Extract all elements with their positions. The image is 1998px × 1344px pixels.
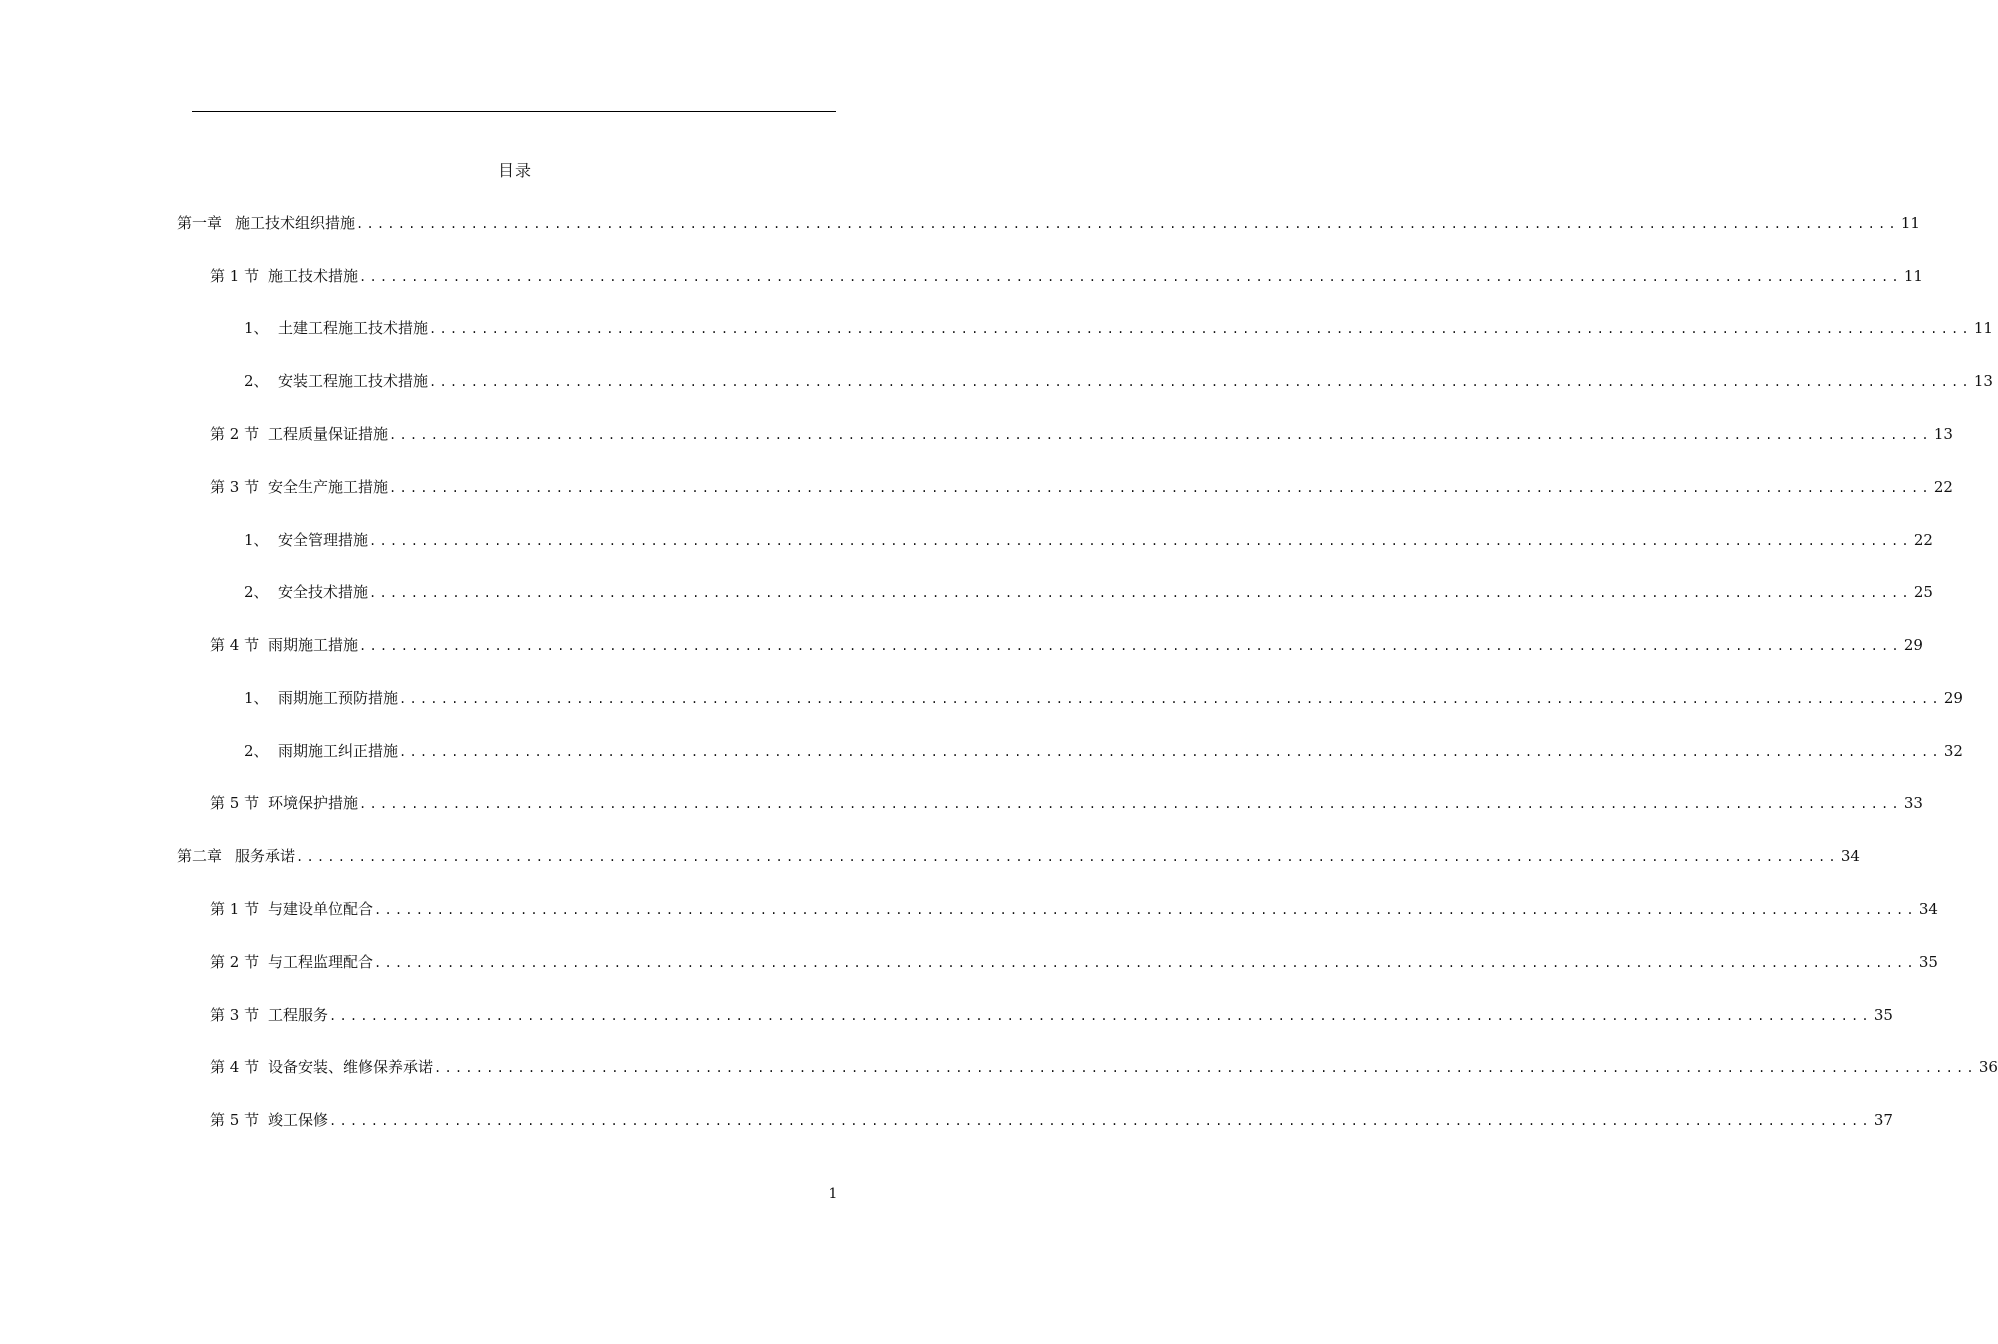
toc-entry-section[interactable] xyxy=(210,475,1953,499)
toc-dot-leader: .................................................................................................................................................... xyxy=(389,428,1932,442)
toc-entry-page: 29 xyxy=(1903,636,1923,654)
toc-entry-page: 33 xyxy=(1903,794,1923,812)
toc-dot-leader: .................................................................................................................................................... xyxy=(399,692,1942,706)
toc-entry-title: 环境保护措施 xyxy=(268,794,359,812)
toc-entry-page: 37 xyxy=(1873,1111,1893,1129)
toc-entry-title: 设备安装、维修保养承诺 xyxy=(268,1058,434,1076)
toc-entry-page: 13 xyxy=(1933,425,1953,443)
toc-entry-title: 安全技术措施 xyxy=(278,583,369,601)
toc-entry-page: 32 xyxy=(1943,742,1963,760)
toc-entry-number: 1、 xyxy=(244,689,269,707)
toc-dot-leader: .................................................................................................................................................... xyxy=(359,639,1902,653)
toc-entry-title: 雨期施工措施 xyxy=(268,636,359,654)
toc-entry-title: 施工技术组织措施 xyxy=(235,214,356,232)
toc-dot-leader: .................................................................................................................................................... xyxy=(296,850,1839,864)
toc-entry-section[interactable] xyxy=(210,1003,1893,1027)
toc-entry-number: 2、 xyxy=(244,742,269,760)
toc-entry-section[interactable] xyxy=(210,950,1938,974)
toc-entry-title: 施工技术措施 xyxy=(268,267,359,285)
toc-entry-number: 第 5 节 xyxy=(210,794,260,812)
toc-entry-number: 第一章 xyxy=(177,214,223,232)
page-number: 1 xyxy=(828,1186,838,1202)
toc-entry-number: 1、 xyxy=(244,531,269,549)
toc-entry-title: 雨期施工纠正措施 xyxy=(278,742,399,760)
toc-entry-number: 第二章 xyxy=(177,847,223,865)
toc-dot-leader: .................................................................................................................................................... xyxy=(399,745,1942,759)
toc-entry-section[interactable] xyxy=(210,1055,1998,1079)
toc-entry-number: 第 1 节 xyxy=(210,267,260,285)
toc-entry-title: 安全管理措施 xyxy=(278,531,369,549)
toc-entry-title: 服务承诺 xyxy=(235,847,296,865)
toc-dot-leader: .................................................................................................................................................... xyxy=(369,586,1912,600)
toc-title: 目录 xyxy=(497,161,532,180)
toc-entry-section[interactable] xyxy=(210,897,1938,921)
toc-entry-subsection[interactable] xyxy=(244,580,1933,604)
toc-entry-page: 13 xyxy=(1973,372,1993,390)
toc-entry-title: 工程质量保证措施 xyxy=(268,425,389,443)
toc-entry-number: 2、 xyxy=(244,583,269,601)
toc-dot-leader: .................................................................................................................................................... xyxy=(329,1009,1872,1023)
toc-dot-leader: .................................................................................................................................................... xyxy=(329,1114,1872,1128)
toc-entry-page: 35 xyxy=(1873,1006,1893,1024)
toc-entry-page: 34 xyxy=(1918,900,1938,918)
toc-entry-subsection[interactable] xyxy=(244,528,1933,552)
toc-entry-section[interactable] xyxy=(210,264,1923,288)
toc-entry-number: 第 5 节 xyxy=(210,1111,260,1129)
toc-entry-page: 35 xyxy=(1918,953,1938,971)
toc-dot-leader: .................................................................................................................................................... xyxy=(434,1061,1977,1075)
toc-entry-number: 第 1 节 xyxy=(210,900,260,918)
toc-entry-subsection[interactable] xyxy=(244,316,1993,340)
toc-entry-subsection[interactable] xyxy=(244,739,1963,763)
toc-dot-leader: .................................................................................................................................................... xyxy=(374,903,1917,917)
toc-dot-leader: .................................................................................................................................................... xyxy=(429,375,1972,389)
toc-entry-chapter[interactable] xyxy=(177,844,1860,868)
toc-entry-chapter[interactable] xyxy=(177,211,1920,235)
toc-dot-leader: .................................................................................................................................................... xyxy=(389,481,1932,495)
toc-entry-page: 22 xyxy=(1913,531,1933,549)
toc-dot-leader: .................................................................................................................................................... xyxy=(359,797,1902,811)
toc-entry-number: 第 4 节 xyxy=(210,636,260,654)
toc-entry-page: 22 xyxy=(1933,478,1953,496)
toc-entry-number: 第 3 节 xyxy=(210,1006,260,1024)
toc-entry-section[interactable] xyxy=(210,1108,1893,1132)
toc-entry-title: 安全生产施工措施 xyxy=(268,478,389,496)
toc-entry-number: 1、 xyxy=(244,319,269,337)
toc-dot-leader: .................................................................................................................................................... xyxy=(374,956,1917,970)
toc-entry-number: 第 3 节 xyxy=(210,478,260,496)
toc-entry-title: 土建工程施工技术措施 xyxy=(278,319,429,337)
toc-entry-page: 29 xyxy=(1943,689,1963,707)
toc-entry-page: 11 xyxy=(1900,214,1920,232)
toc-entry-title: 工程服务 xyxy=(268,1006,329,1024)
toc-dot-leader: .................................................................................................................................................... xyxy=(369,534,1912,548)
toc-entry-title: 雨期施工预防措施 xyxy=(278,689,399,707)
toc-entry-page: 11 xyxy=(1903,267,1923,285)
toc-entry-subsection[interactable] xyxy=(244,686,1963,710)
toc-entry-title: 与建设单位配合 xyxy=(268,900,374,918)
toc-dot-leader: .................................................................................................................................................... xyxy=(356,217,1899,231)
toc-entry-title: 与工程监理配合 xyxy=(268,953,374,971)
toc-entry-page: 36 xyxy=(1978,1058,1998,1076)
toc-entry-number: 2、 xyxy=(244,372,269,390)
toc-entry-title: 竣工保修 xyxy=(268,1111,329,1129)
toc-entry-section[interactable] xyxy=(210,422,1953,446)
toc-entry-title: 安装工程施工技术措施 xyxy=(278,372,429,390)
toc-entry-page: 25 xyxy=(1913,583,1933,601)
toc-entry-subsection[interactable] xyxy=(244,369,1993,393)
toc-entry-number: 第 2 节 xyxy=(210,425,260,443)
toc-entry-section[interactable] xyxy=(210,791,1923,815)
toc-entry-page: 11 xyxy=(1973,319,1993,337)
toc-dot-leader: .................................................................................................................................................... xyxy=(429,322,1972,336)
toc-entry-section[interactable] xyxy=(210,633,1923,657)
toc-entry-number: 第 4 节 xyxy=(210,1058,260,1076)
toc-dot-leader: .................................................................................................................................................... xyxy=(359,270,1902,284)
toc-entry-number: 第 2 节 xyxy=(210,953,260,971)
toc-entry-page: 34 xyxy=(1840,847,1860,865)
